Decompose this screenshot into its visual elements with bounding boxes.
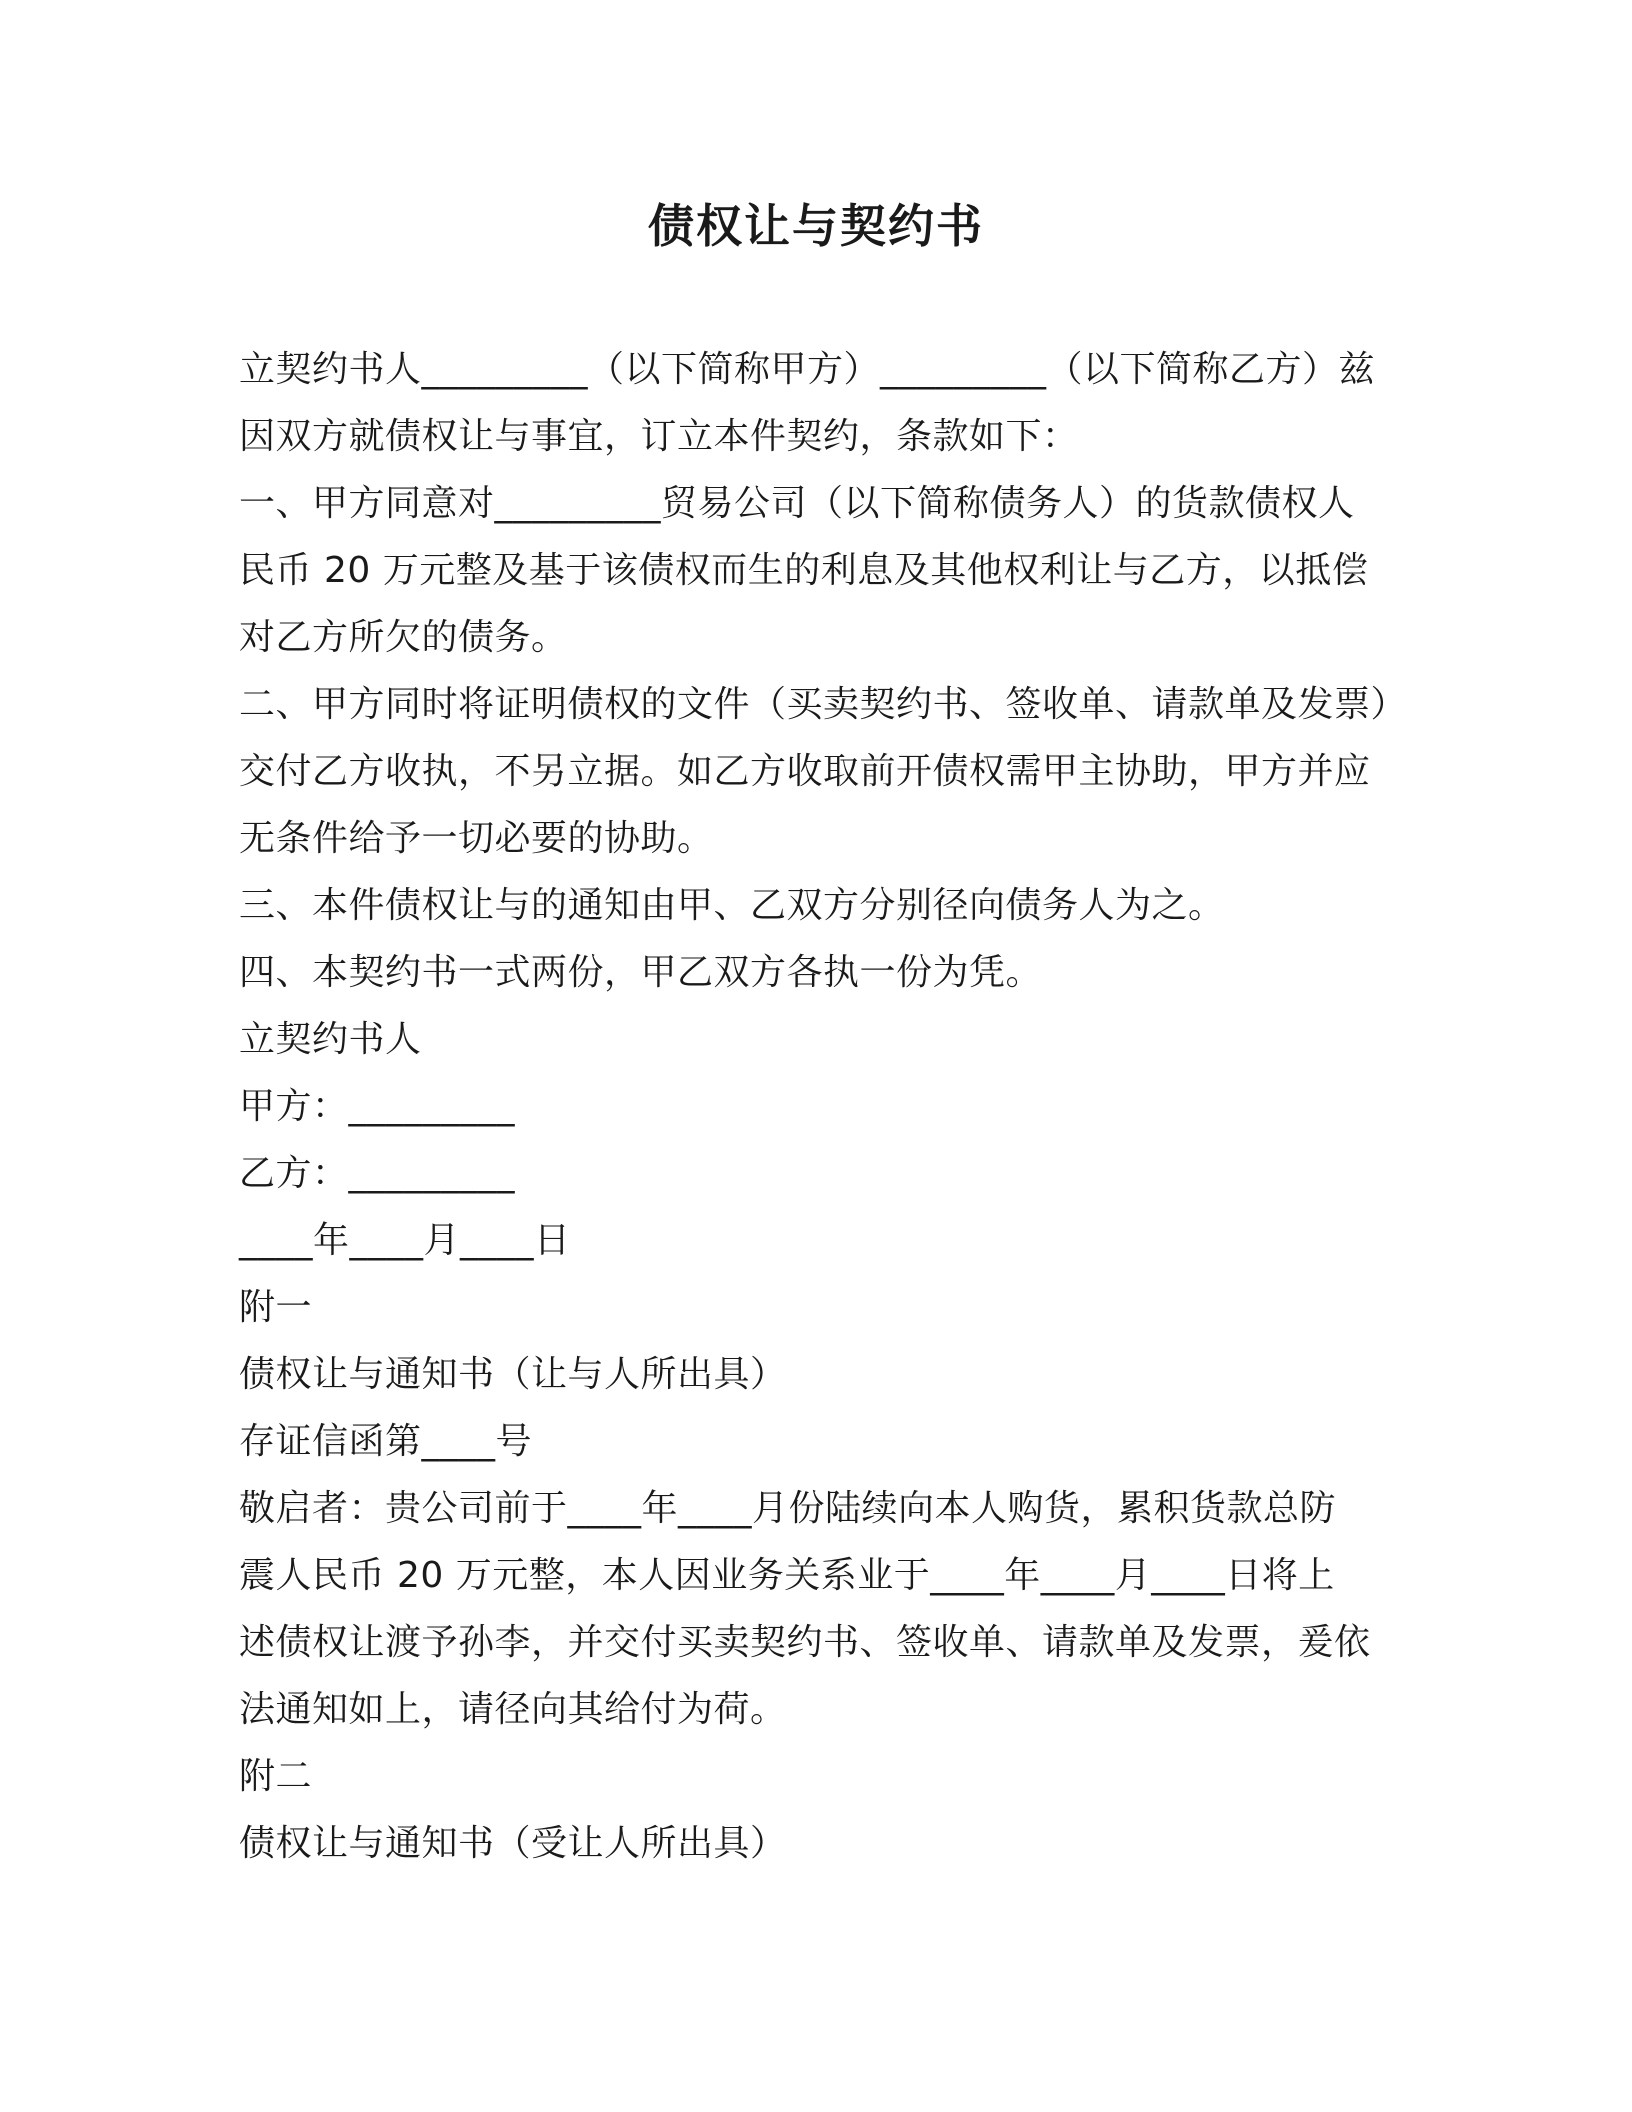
paragraph-line: 一、甲方同意对_________贸易公司（以下简称债务人）的货款债权人 [239, 483, 1355, 524]
paragraph-line: 立契约书人_________（以下简称甲方）_________（以下简称乙方）兹 [239, 349, 1376, 390]
paragraph-line: 述债权让渡予孙李，并交付买卖契约书、签收单、请款单及发票，爰依 [239, 1622, 1371, 1663]
paragraph-line: 三、本件债权让与的通知由甲、乙双方分别径向债务人为之。 [239, 885, 1225, 926]
paragraph-line: 交付乙方收执，不另立据。如乙方收取前开债权需甲主协助，甲方并应 [239, 751, 1371, 792]
letter-number-line: 存证信函第____号 [239, 1421, 533, 1462]
paragraph-line: 无条件给予一切必要的协助。 [239, 818, 714, 859]
appendix-one-heading: 附一 [239, 1287, 313, 1328]
paragraph-line: 法通知如上，请径向其给付为荷。 [239, 1689, 787, 1730]
document-title: 债权让与契约书 [648, 199, 984, 253]
paragraph-line: 民币 20 万元整及基于该债权而生的利息及其他权利让与乙方，以抵偿 [239, 550, 1369, 591]
document-body [239, 336, 1408, 1877]
appendix-two-heading: 附二 [239, 1756, 313, 1797]
appendix-two-title: 债权让与通知书（受让人所出具） [239, 1823, 787, 1864]
date-line: ____年____月____日 [239, 1220, 571, 1261]
signatory-heading: 立契约书人 [239, 1019, 422, 1060]
paragraph-line: 因双方就债权让与事宜，订立本件契约，条款如下： [239, 416, 1079, 457]
appendix-one-title: 债权让与通知书（让与人所出具） [239, 1354, 787, 1395]
party-a-signature-line: 甲方：_________ [239, 1086, 516, 1127]
paragraph-line: 二、甲方同时将证明债权的文件（买卖契约书、签收单、请款单及发票） [239, 684, 1408, 725]
party-b-signature-line: 乙方：_________ [239, 1153, 516, 1194]
paragraph-line: 四、本契约书一式两份，甲乙双方各执一份为凭。 [239, 952, 1043, 993]
paragraph-line: 敬启者：贵公司前于____年____月份陆续向本人购货，累积货款总防 [239, 1488, 1337, 1529]
paragraph-line: 对乙方所欠的债务。 [239, 617, 568, 658]
paragraph-line: 震人民币 20 万元整，本人因业务关系业于____年____月____日将上 [239, 1555, 1335, 1596]
